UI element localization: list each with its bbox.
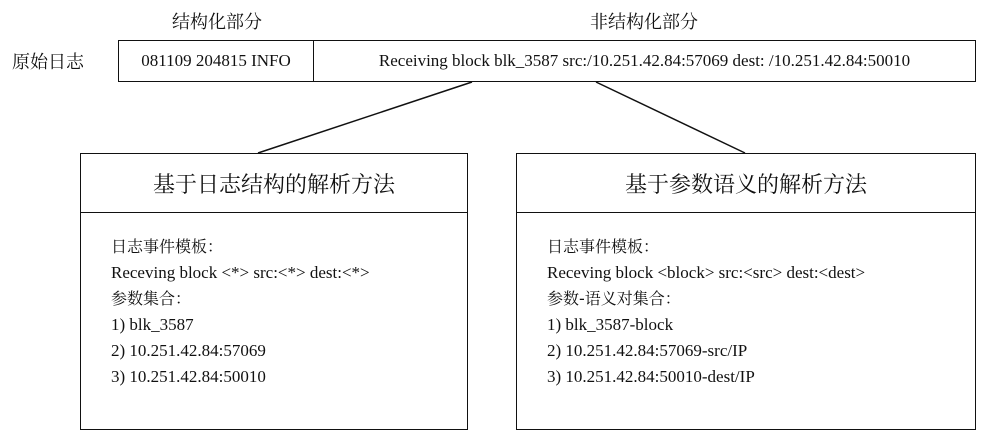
method-body [111, 234, 459, 390]
parameter-item: 2) 10.251.42.84:57069-src/IP [547, 341, 748, 360]
parameter-item: 2) 10.251.42.84:57069 [111, 341, 266, 360]
method-title: 基于参数语义的解析方法 [517, 154, 975, 213]
parameter-set-label: 参数集合： [111, 289, 192, 308]
semantic-based-method-box [516, 153, 976, 430]
parameter-item: 3) 10.251.42.84:50010-dest/IP [547, 367, 755, 386]
unstructured-part-label: 非结构化部分 [590, 12, 698, 33]
template-label: 日志事件模板： [547, 237, 660, 256]
structure-based-method-box [80, 153, 468, 430]
structured-part-label: 结构化部分 [172, 12, 262, 33]
method-body [547, 234, 967, 390]
parameter-item: 1) blk_3587 [111, 315, 194, 334]
connector-line-left [258, 82, 472, 153]
connector-line-right [596, 82, 745, 153]
raw-log-unstructured-cell: Receiving block blk_3587 src:/10.251.42.84:57069 dest: /10.251.42.84:50010 [378, 51, 911, 70]
template-label: 日志事件模板： [111, 237, 224, 256]
parameter-item: 1) blk_3587-block [547, 315, 674, 334]
parameter-item: 3) 10.251.42.84:50010 [111, 367, 266, 386]
raw-log-label: 原始日志 [12, 52, 84, 73]
event-template: Receving block <block> src:<src> dest:<dest> [547, 263, 866, 282]
raw-log-structured-cell: 081109 204815 INFO [119, 41, 314, 81]
event-template: Receving block <*> src:<*> dest:<*> [111, 263, 370, 282]
method-title: 基于日志结构的解析方法 [81, 154, 467, 213]
parameter-semantic-set-label: 参数-语义对集合： [547, 289, 681, 308]
